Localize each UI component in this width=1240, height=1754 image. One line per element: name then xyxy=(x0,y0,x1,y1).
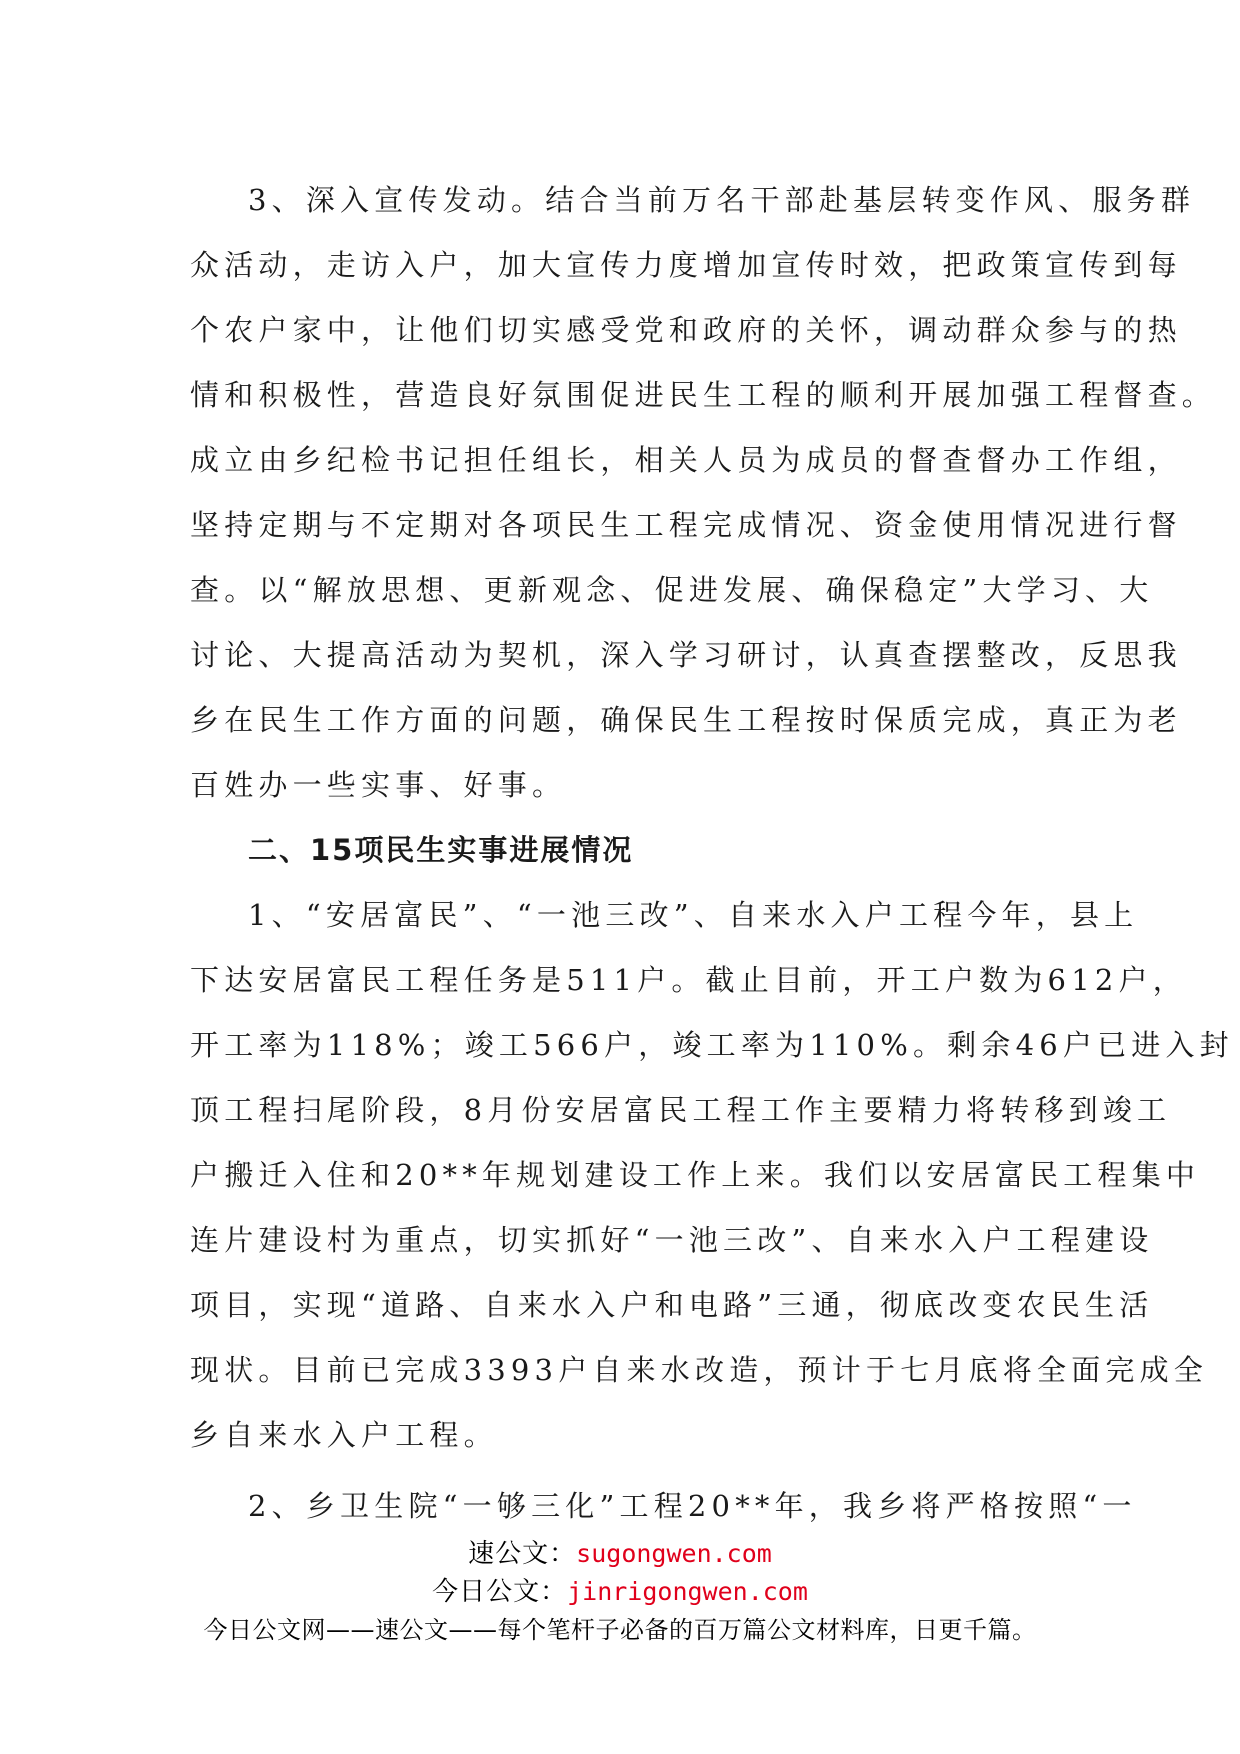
paragraph-line: 个农户家中，让他们切实感受党和政府的关怀，调动群众参与的热 xyxy=(190,313,1182,347)
paragraph-line: 户搬迁入住和20**年规划建设工作上来。我们以安居富民工程集中 xyxy=(190,1158,1201,1192)
footer-sugongwen xyxy=(0,1535,1240,1573)
paragraph-line: 下达安居富民工程任务是511户。截止目前，开工户数为612户， xyxy=(190,963,1187,997)
paragraph-line: 开工率为118%；竣工566户，竣工率为110%。剩余46户已进入封 xyxy=(190,1028,1234,1062)
footer-label: 速公文： xyxy=(468,1539,577,1569)
document-body xyxy=(190,168,1234,1539)
paragraph-line: 项目，实现“道路、自来水入户和电路”三通，彻底改变农民生活 xyxy=(190,1288,1154,1322)
footer-label: 今日公文： xyxy=(432,1577,568,1607)
paragraph-line: 众活动，走访入户，加大宣传力度增加宣传时效，把政策宣传到每 xyxy=(190,248,1182,282)
paragraph-line: 百姓办一些实事、好事。 xyxy=(190,768,567,802)
paragraph-line: 成立由乡纪检书记担任组长，相关人员为成员的督查督办工作组， xyxy=(190,443,1182,477)
section-heading: 二、15项民生实事进展情况 xyxy=(248,833,634,867)
footer-link-jinrigongwen[interactable]: jinrigongwen.com xyxy=(567,1577,808,1606)
paragraph-line: 讨论、大提高活动为契机，深入学习研讨，认真查摆整改，反思我 xyxy=(190,638,1182,672)
page-footer xyxy=(0,1535,1240,1649)
paragraph-line: 乡在民生工作方面的问题，确保民生工程按时保质完成，真正为老 xyxy=(190,703,1182,737)
footer-slogan: 今日公文网——速公文——每个笔杆子必备的百万篇公文材料库，日更千篇。 xyxy=(203,1616,1037,1644)
paragraph-line: 连片建设村为重点，切实抓好“一池三改”、自来水入户工程建设 xyxy=(190,1223,1154,1257)
paragraph-line: 乡自来水入户工程。 xyxy=(190,1418,498,1452)
paragraph-line: 1、“安居富民”、“一池三改”、自来水入户工程今年，县上 xyxy=(248,898,1139,932)
paragraph-line: 3、深入宣传发动。结合当前万名干部赴基层转变作风、服务群 xyxy=(248,183,1196,217)
paragraph-line: 坚持定期与不定期对各项民生工程完成情况、资金使用情况进行督 xyxy=(190,508,1182,542)
paragraph-line: 2、乡卫生院“一够三化”工程20**年，我乡将严格按照“一 xyxy=(248,1489,1137,1523)
footer-jinrigongwen xyxy=(0,1573,1240,1611)
paragraph-line: 情和积极性，营造良好氛围促进民生工程的顺利开展加强工程督查。 xyxy=(190,378,1217,412)
footer-link-sugongwen[interactable]: sugongwen.com xyxy=(576,1539,772,1568)
paragraph-line: 查。以“解放思想、更新观念、促进发展、确保稳定”大学习、大 xyxy=(190,573,1154,607)
paragraph-line: 顶工程扫尾阶段，8月份安居富民工程工作主要精力将转移到竣工 xyxy=(190,1093,1172,1127)
paragraph-line: 现状。目前已完成3393户自来水改造，预计于七月底将全面完成全 xyxy=(190,1353,1209,1387)
